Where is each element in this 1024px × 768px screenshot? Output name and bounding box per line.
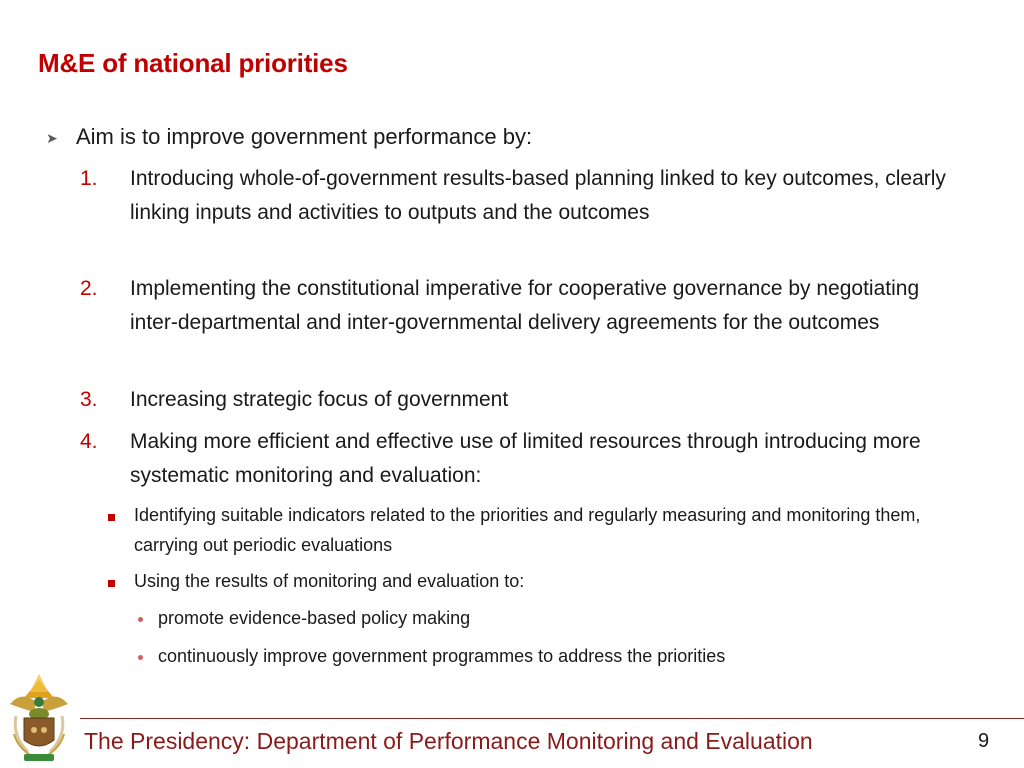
numbered-item-3 [80,383,960,417]
sub-sub-item-2 [138,641,725,671]
item-number: 2. [80,277,98,300]
item-text: Making more efficient and effective use of limited resources through introducing more systematic monitoring and evaluation: [130,430,921,487]
coat-of-arms-icon [4,672,74,764]
dot-bullet-icon [138,641,158,671]
item-text: Increasing strategic focus of government [130,388,509,411]
sub-item-text: Using the results of monitoring and evaluation to: [134,571,525,591]
main-bullet-text: Aim is to improve government performance by: [76,124,533,149]
main-bullet [46,120,532,155]
sub-item-text: Identifying suitable indicators related to the priorities and regularly measuring and monitoring them, carrying out periodic evaluations [134,505,921,555]
arrow-bullet-icon: ➤ [46,130,58,146]
item-text: Implementing the constitutional imperative for cooperative governance by negotiating inter-departmental and inter-governmental delivery agreements for the outcomes [130,277,920,334]
footer-organization: The Presidency: Department of Performance Monitoring and Evaluation [84,728,813,754]
footer-divider [80,718,1024,719]
sub-sub-item-text: promote evidence-based policy making [158,608,471,628]
dot-bullet-icon [138,603,158,633]
item-number: 3. [80,388,98,411]
numbered-item-4 [80,425,960,493]
item-number: 1. [80,167,98,190]
square-bullet-icon [108,500,134,560]
square-bullet-icon [108,566,134,596]
numbered-item-2 [80,272,960,340]
item-text: Introducing whole-of-government results-based planning linked to key outcomes, clearly linking inputs and activities to outputs and the outcomes [130,167,946,224]
sub-item-2 [108,566,954,596]
numbered-item-1 [80,162,960,230]
sub-sub-item-1 [138,603,470,633]
page-number: 9 [978,730,990,752]
slide-title: M&E of national priorities [38,48,348,78]
sub-sub-item-text: continuously improve government programmes to address the priorities [158,646,726,666]
item-number: 4. [80,430,98,453]
sub-item-1 [108,500,954,560]
